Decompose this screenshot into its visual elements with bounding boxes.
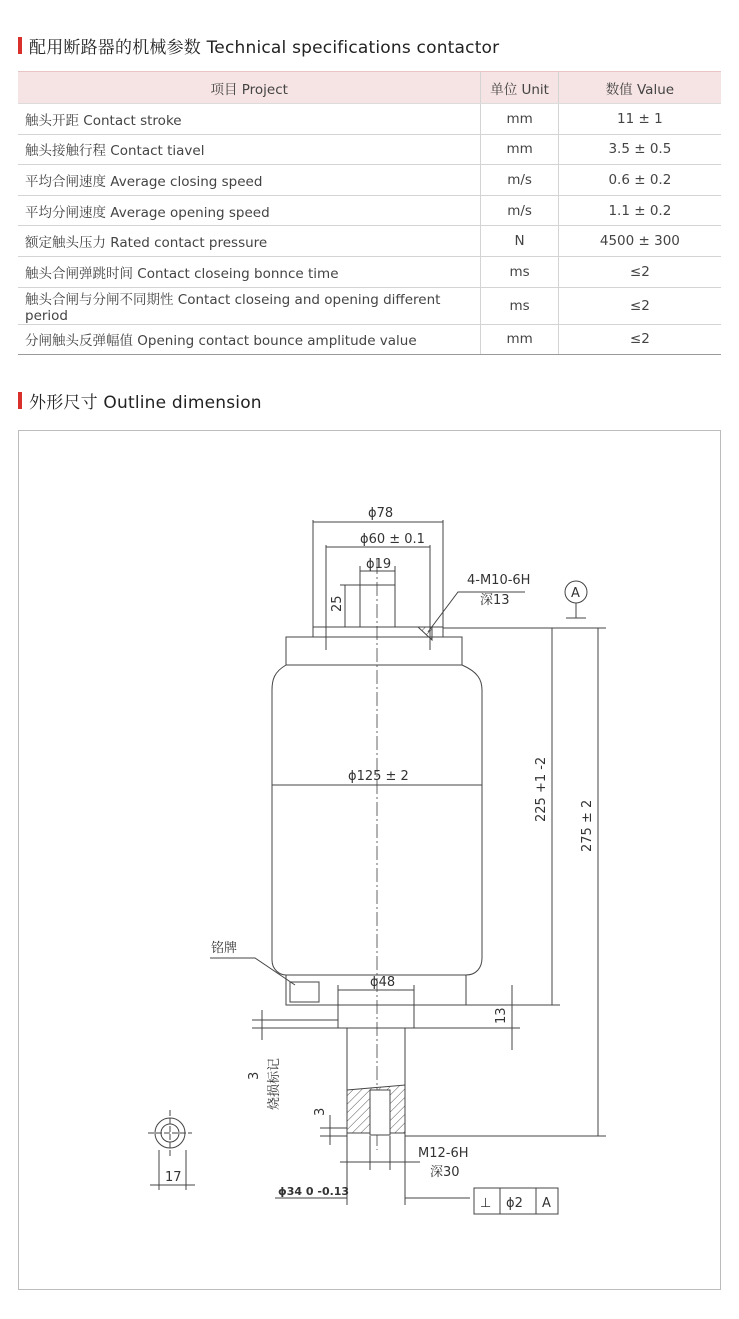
label-tol-value: ϕ2 bbox=[506, 1196, 523, 1211]
label-h225: 225 +1 -2 bbox=[534, 756, 549, 822]
row-name: 平均合闸速度 Average closing speed bbox=[18, 165, 481, 196]
row-value: ≤2 bbox=[558, 256, 721, 287]
header-project: 项目 Project bbox=[18, 72, 481, 104]
label-d34: ϕ34 0 -0.13 bbox=[278, 1185, 350, 1198]
row-unit: N bbox=[481, 226, 558, 257]
row-name: 额定触头压力 Rated contact pressure bbox=[18, 226, 481, 257]
top-shoulder bbox=[286, 637, 462, 665]
row-name: 触头开距 Contact stroke bbox=[18, 104, 481, 135]
label-d60: ϕ60 ± 0.1 bbox=[360, 532, 425, 547]
row-value: 4500 ± 300 bbox=[558, 226, 721, 257]
row-unit: mm bbox=[481, 104, 558, 135]
row-value: 3.5 ± 0.5 bbox=[558, 134, 721, 165]
row-unit: mm bbox=[481, 324, 558, 355]
rod-bore bbox=[370, 1090, 390, 1135]
label-d19: ϕ19 bbox=[366, 557, 392, 572]
label-3b: 3 bbox=[313, 1107, 328, 1116]
label-d48: ϕ48 bbox=[370, 975, 396, 990]
label-d78: ϕ78 bbox=[368, 506, 394, 521]
row-name: 分闸触头反弹幅值 Opening contact bounce amplitude value bbox=[18, 324, 481, 355]
label-burn-mark: 烧损标记 bbox=[267, 1057, 282, 1110]
label-depth-bottom: 深30 bbox=[430, 1165, 460, 1180]
label-17: 17 bbox=[165, 1170, 182, 1185]
header-unit: 单位 Unit bbox=[481, 72, 558, 104]
label-tol-datum: A bbox=[542, 1196, 551, 1211]
label-25: 25 bbox=[330, 595, 345, 612]
bottom-flange bbox=[338, 1005, 414, 1028]
label-nameplate: 铭牌 bbox=[211, 941, 238, 956]
label-d125: ϕ125 ± 2 bbox=[348, 769, 409, 784]
nameplate-leader bbox=[210, 958, 295, 985]
row-unit: ms bbox=[481, 256, 558, 287]
row-value: 0.6 ± 0.2 bbox=[558, 165, 721, 196]
label-datum: A bbox=[571, 586, 580, 601]
spec-title-text: 配用断路器的机械参数 Technical specifications contactor bbox=[29, 38, 500, 58]
row-unit: m/s bbox=[481, 165, 558, 196]
label-3a: 3 bbox=[247, 1071, 262, 1080]
label-13: 13 bbox=[494, 1007, 509, 1024]
label-h275: 275 ± 2 bbox=[580, 799, 595, 852]
row-name: 平均分闸速度 Average opening speed bbox=[18, 195, 481, 226]
row-unit: ms bbox=[481, 287, 558, 324]
row-unit: mm bbox=[481, 134, 558, 165]
row-unit: m/s bbox=[481, 195, 558, 226]
label-thread-bottom: M12-6H bbox=[418, 1146, 469, 1161]
label-tol-symbol: ⊥ bbox=[480, 1196, 492, 1211]
row-value: ≤2 bbox=[558, 324, 721, 355]
row-name: 触头合闸与分闸不同期性 Contact closeing and opening different period bbox=[18, 287, 481, 324]
row-value: 1.1 ± 0.2 bbox=[558, 195, 721, 226]
row-value: 11 ± 1 bbox=[558, 104, 721, 135]
row-name: 触头接触行程 Contact tiavel bbox=[18, 134, 481, 165]
header-value: 数值 Value bbox=[558, 72, 721, 104]
outline-title-text: 外形尺寸 Outline dimension bbox=[29, 393, 262, 413]
label-depth-top: 深13 bbox=[480, 593, 510, 608]
row-name: 触头合闸弹跳时间 Contact closeing bonnce time bbox=[18, 256, 481, 287]
label-thread-top: 4-M10-6H bbox=[467, 573, 531, 588]
row-value: ≤2 bbox=[558, 287, 721, 324]
